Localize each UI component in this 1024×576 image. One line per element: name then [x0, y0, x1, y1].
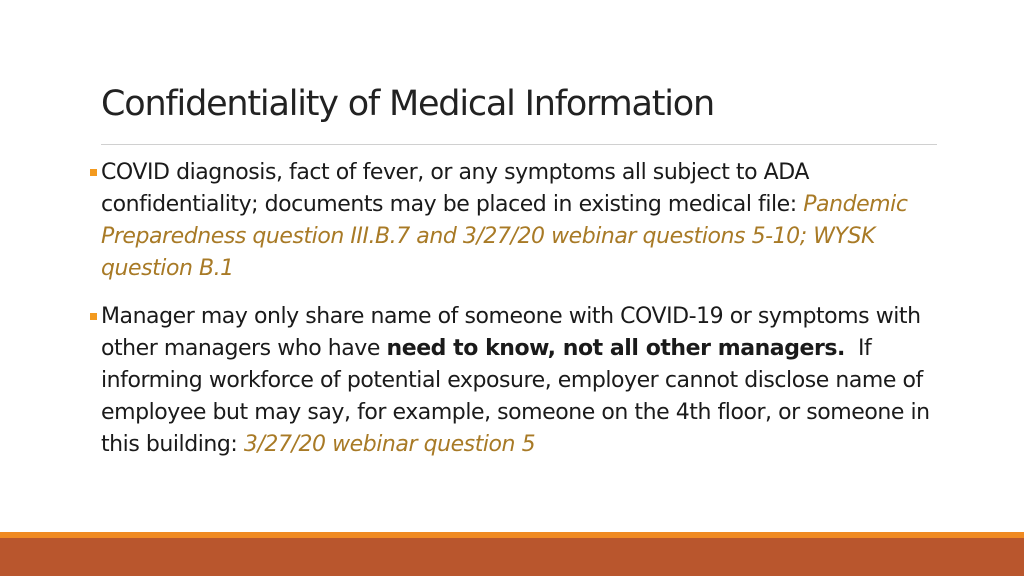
bullet-list: [90, 157, 940, 461]
bullet-text: Manager may only share name of someone with COVID-19 or symptoms with other managers who have: [101, 304, 921, 361]
title-divider: [101, 144, 937, 145]
bullet-square-icon: [90, 169, 97, 176]
bullet-item-manager-sharing: [90, 301, 940, 461]
bullet-text: COVID diagnosis, fact of fever, or any symptoms all subject to ADA confidentiality; documents may be placed in existing medical file:: [101, 160, 809, 217]
emphasis-text: need to know, not all other managers.: [386, 336, 845, 361]
bullet-text-continued: If informing workforce of potential exposure, employer cannot disclose name of employee but may say, for example, someone on the 4th floor, or someone in this building:: [101, 336, 937, 457]
bullet-item-confidentiality: [90, 157, 940, 285]
bullet-square-icon: [90, 313, 97, 320]
footer-band: [0, 538, 1024, 576]
reference-citation: Pandemic Preparedness question III.B.7 and 3/27/20 webinar questions 5-10; WYSK question B.1: [101, 192, 908, 281]
slide-title: Confidentiality of Medical Information: [101, 84, 714, 124]
reference-citation: 3/27/20 webinar question 5: [243, 432, 536, 457]
